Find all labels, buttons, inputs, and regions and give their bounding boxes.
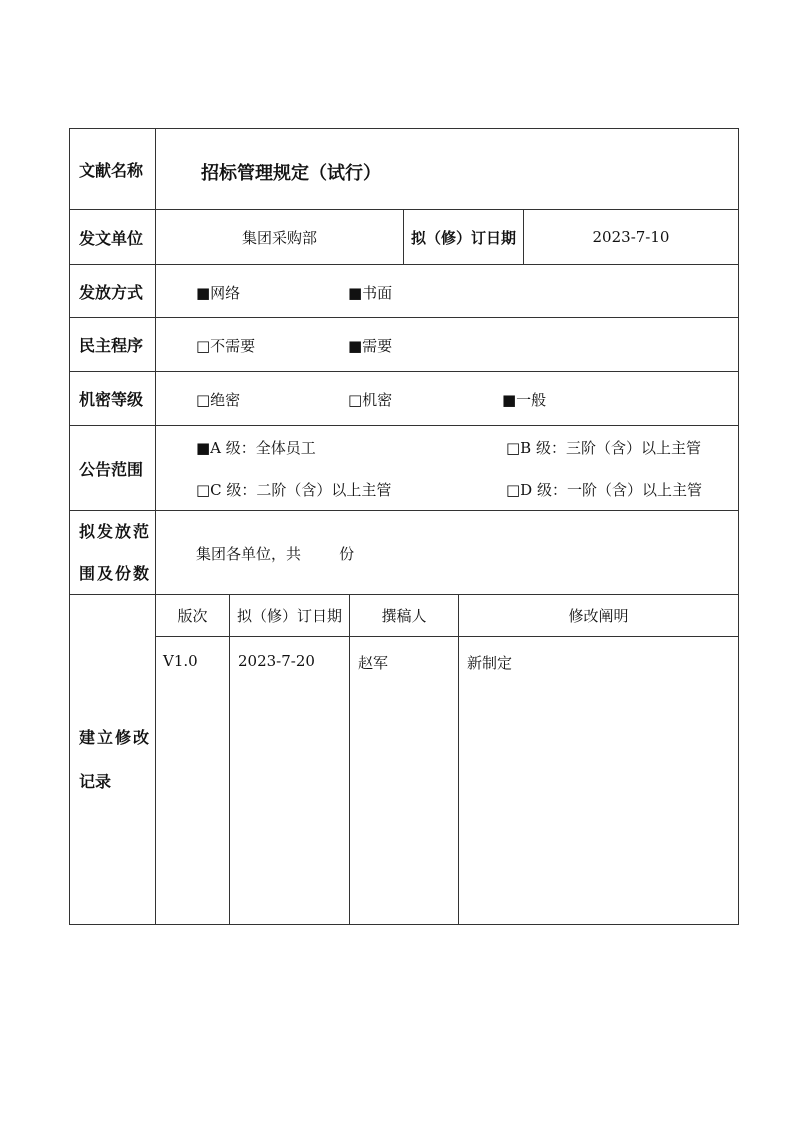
confidentiality-label: 机密等级 — [69, 371, 156, 426]
draft-date-label-cell — [403, 209, 524, 265]
release-method-label: 发放方式 — [69, 264, 156, 318]
revision-version-value: V1.0 — [163, 652, 198, 670]
confidentiality-top-secret: □绝密 — [196, 391, 241, 409]
democratic-procedure-label: 民主程序 — [69, 317, 156, 372]
scope-option-d: □D 级：一阶（含）以上主管 — [506, 481, 702, 499]
distribution-cell — [155, 510, 739, 595]
revision-row-notes — [458, 636, 739, 925]
revision-row-date — [229, 636, 350, 925]
announcement-scope-label: 公告范围 — [69, 425, 156, 511]
revision-notes-value: 新制定 — [467, 654, 513, 672]
revision-date-value: 2023-7-20 — [238, 652, 315, 670]
confidentiality-secret: □机密 — [348, 391, 393, 409]
release-option-network: ■网络 — [196, 284, 241, 302]
confidentiality-general: ■一般 — [502, 391, 547, 409]
scope-option-b: □B 级：三阶（含）以上主管 — [506, 439, 701, 457]
release-option-paper: ■书面 — [348, 284, 393, 302]
revision-header-notes: 修改阐明 — [458, 594, 739, 637]
release-method-cell — [155, 264, 739, 318]
issuer-value-cell — [155, 209, 404, 265]
confidentiality-cell — [155, 371, 739, 426]
revision-header-date: 拟（修）订日期 — [229, 594, 350, 637]
revision-author-value: 赵军 — [358, 654, 389, 672]
doc-name-label: 文献名称 — [69, 128, 156, 210]
issuer-label: 发文单位 — [69, 209, 156, 265]
draft-date-label: 拟（修）订日期 — [410, 228, 516, 247]
draft-date-value-cell — [523, 209, 739, 265]
revision-row-author — [349, 636, 459, 925]
draft-date-value: 2023-7-10 — [592, 228, 670, 246]
revision-header-author: 撰稿人 — [349, 594, 459, 637]
draft-scope-label: 拟发放范 围及份数 — [69, 510, 156, 595]
doc-title-cell — [155, 128, 739, 210]
democratic-procedure-cell — [155, 317, 739, 372]
revision-record-label: 建立修改 记录 — [69, 594, 156, 925]
revision-row-version — [155, 636, 230, 925]
announcement-scope-cell — [155, 425, 739, 511]
democratic-option-needed: ■需要 — [348, 337, 393, 355]
doc-title: 招标管理规定（试行） — [201, 163, 381, 184]
scope-option-a: ■A 级：全体员工 — [196, 439, 316, 457]
revision-header-version: 版次 — [155, 594, 230, 637]
distribution-value: 集团各单位，共 份 — [196, 545, 355, 563]
issuer-value: 集团采购部 — [241, 228, 317, 247]
scope-option-c: □C 级：二阶（含）以上主管 — [196, 481, 392, 499]
democratic-option-not-needed: □不需要 — [196, 337, 256, 355]
